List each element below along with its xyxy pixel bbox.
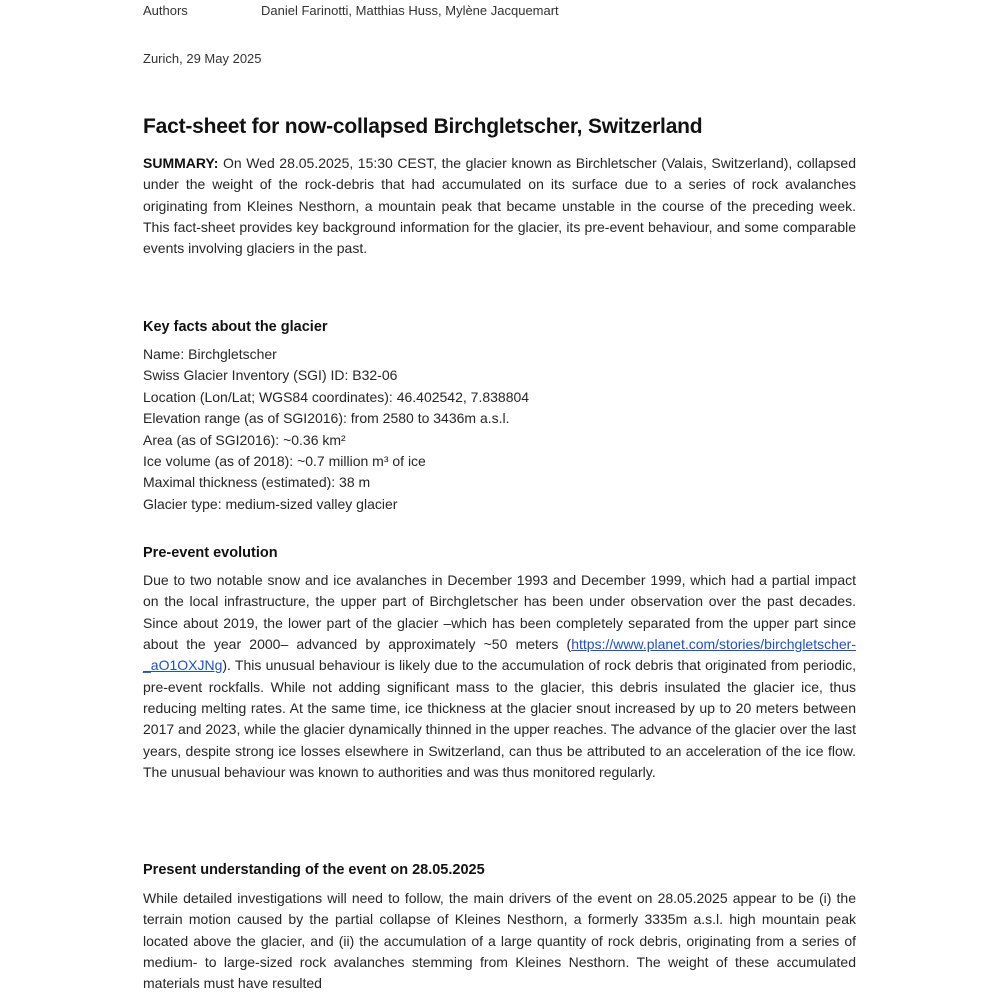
pre-event-heading: Pre-event evolution (143, 545, 278, 561)
pre-event-text-end: ). This unusual behaviour is likely due to the accumulation of rock debris that originated from periodic, pre-event rockfalls. While not adding significant mass to the glacier, this debris insulated the glacier ice, thus reducing melting rates. At the same time, ice thickness at the glacier snout increased by up to 20 meters between 2017 and 2023, while the glacier dynamically thinned in the upper reaches. The advance of the glacier over the last years, despite strong ice losses elsewhere in Switzerland, can thus be attributed to an acceleration of the ice flow. The unusual behaviour was known to authorities and was thus monitored regularly. (143, 657, 856, 781)
document-title: Fact-sheet for now-collapsed Birchgletscher, Switzerland (143, 115, 703, 138)
fact-sgi-id: Swiss Glacier Inventory (SGI) ID: B32-06 (143, 367, 398, 384)
present-understanding-heading: Present understanding of the event on 28.05.2025 (143, 862, 485, 878)
summary-label: SUMMARY: (143, 155, 219, 171)
place-date: Zurich, 29 May 2025 (143, 51, 262, 66)
pre-event-text-start: Due to two notable snow and ice avalanches in December 1993 and December 1999, which had a partial impact on the local infrastructure, the upper part of Birchgletscher has been under observation over the past decades. Since about 2019, the lower part of the glacier –which has been completely separated from the upper part since about the year 2000– advanced by approximately ~50 meters ( (143, 572, 856, 653)
fact-location: Location (Lon/Lat; WGS84 coordinates): 46.402542, 7.838804 (143, 388, 530, 405)
fact-max-thickness: Maximal thickness (estimated): 38 m (143, 474, 371, 491)
present-understanding-paragraph: While detailed investigations will need to follow, the main drivers of the event on 28.05.2025 appear to be (i) the terrain motion caused by the partial collapse of Kleines Nesthorn, a formerly 3335m a.s.l. high mountain peak located above the glacier, and (ii) the accumulation of a large quantity of rock debris, originating from a series of medium- to large-sized rock avalanches stemming from Kleines Nesthorn. The weight of these accumulated materials must have resulted (143, 890, 856, 992)
fact-elevation-range: Elevation range (as of SGI2016): from 2580 to 3436m a.s.l. (143, 410, 510, 427)
summary-text: On Wed 28.05.2025, 15:30 CEST, the glacier known as Birchletscher (Valais, Switzerland), collapsed under the weight of the rock-debris that had accumulated on its surface due to a series of rock avalanches originating from Kleines Nesthorn, a mountain peak that became unstable in the course of the preceding week. This fact-sheet provides key background information for the glacier, its pre-event behaviour, and some comparable events involving glaciers in the past. (143, 155, 856, 257)
planet-story-link[interactable]: https://www.planet.com/stories/birchgletscher-_aO1OXJNg (143, 636, 856, 674)
fact-name: Name: Birchgletscher (143, 346, 277, 362)
authors-row (143, 2, 559, 20)
authors-label: Authors (143, 3, 188, 18)
fact-area: Area (as of SGI2016): ~0.36 km² (143, 431, 346, 448)
key-facts-heading: Key facts about the glacier (143, 319, 328, 335)
fact-glacier-type: Glacier type: medium-sized valley glacier (143, 495, 398, 512)
key-facts-list (143, 344, 529, 515)
pre-event-paragraph (143, 570, 856, 783)
authors-names: Daniel Farinotti, Matthias Huss, Mylène Jacquemart (261, 3, 559, 18)
fact-ice-volume: Ice volume (as of 2018): ~0.7 million m³ of ice (143, 453, 426, 470)
summary-paragraph (143, 153, 856, 259)
